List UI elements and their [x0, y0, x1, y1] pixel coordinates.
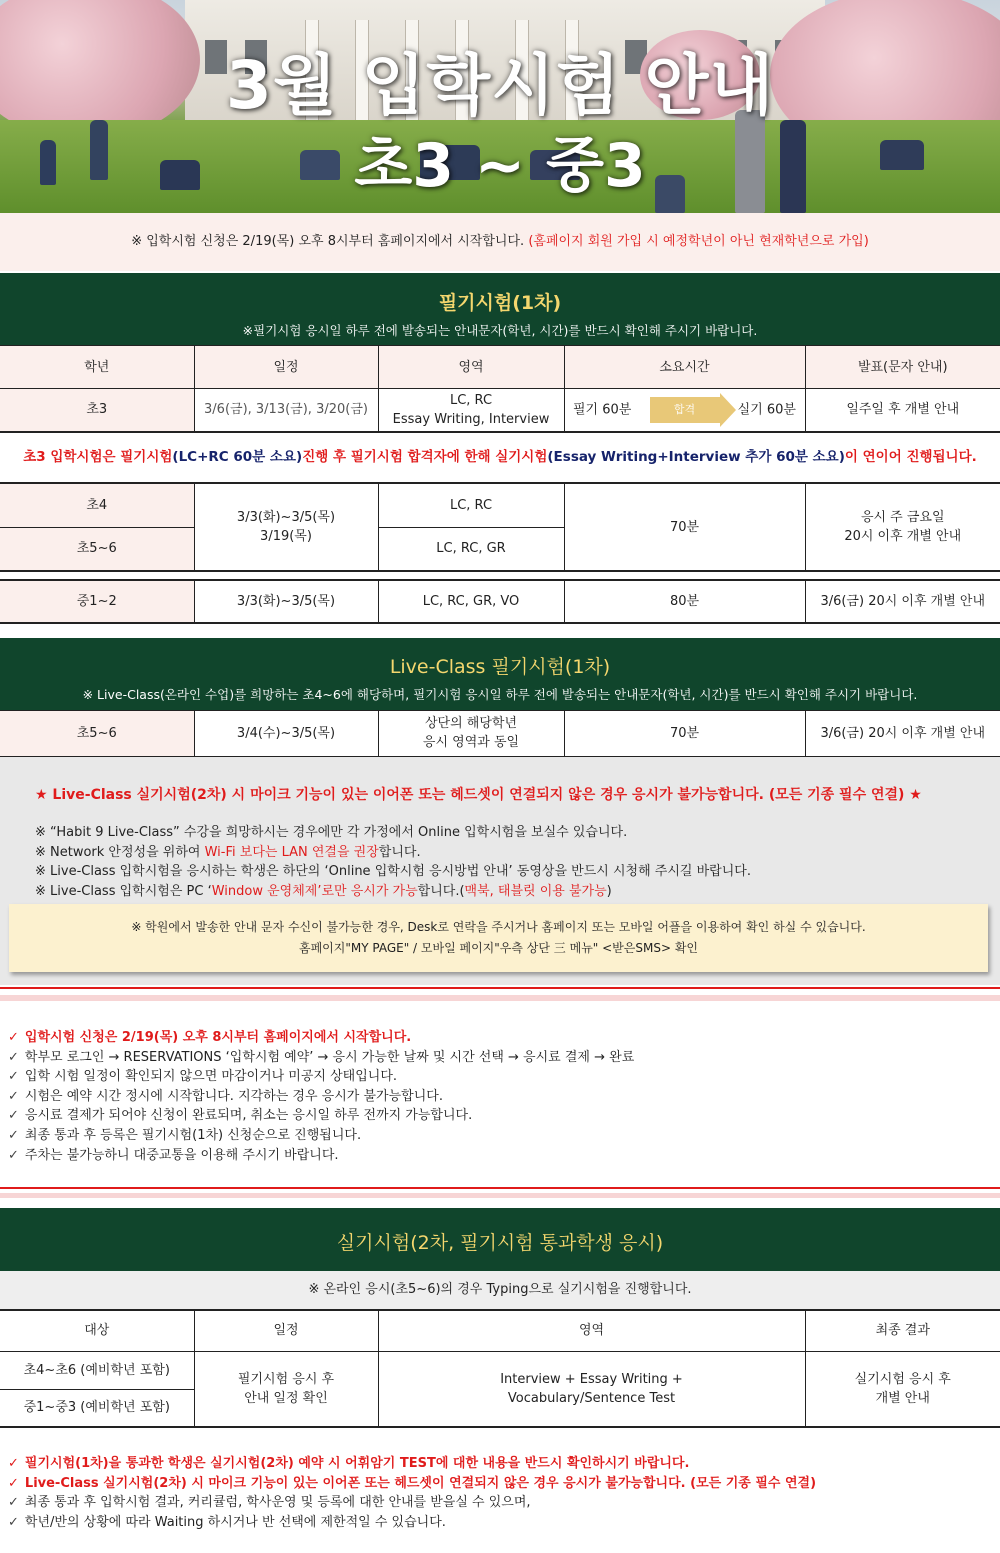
result-e4-6-line1: 응시 주 금요일 — [860, 510, 945, 525]
hero-subtitle: 초3 ~ 중3 — [354, 131, 646, 201]
live-notice-1: ※ “Habit 9 Live-Class” 수강을 희망하시는 경우에만 각 가정에서 Online 입학시험을 보실수 있습니다. — [35, 825, 628, 840]
check-item-text: Live-Class 실기시험(2차) 시 마이크 기능이 있는 이어폰 또는 헤드셋이 연결되지 않은 경우 응시가 불가능합니다. (모든 기종 필수 연결) — [24, 1475, 817, 1491]
live-area-line2: 응시 영역과 동일 — [422, 735, 520, 751]
practical-area-line1: Interview + Essay Writing + — [500, 1371, 683, 1387]
practical-target-e4-6: 초4~초6 (예비학년 포함) — [0, 1351, 194, 1389]
check-item-4 — [8, 1087, 634, 1107]
practical-header-schedule: 일정 — [194, 1310, 378, 1351]
grade-e5-6: 초5~6 — [0, 527, 194, 571]
sms-notice-line1: ※ 학원에서 발송한 안내 문자 수신이 불가능한 경우, Desk로 연락을 주시거나 홈페이지 또는 모바일 어플을 이용하여 확인 하실 수 있습니다. — [131, 920, 866, 934]
e3-note-part4: (Essay Writing+Interview 추가 60분 소요) — [547, 449, 845, 465]
area-e3 — [378, 389, 564, 432]
check-item-text: 입학 시험 일정이 확인되지 않으면 마감이거나 미공지 상태입니다. — [24, 1069, 398, 1085]
grade-e3: 초3 — [0, 389, 194, 432]
check-item-7 — [8, 1146, 634, 1166]
application-checklist — [8, 1028, 634, 1165]
result-m1-2: 3/6(금) 20시 이후 개별 안내 — [805, 580, 1000, 623]
practical-header-result: 최종 결과 — [805, 1310, 1000, 1351]
live-class-notice-box — [0, 757, 1000, 985]
check-item-text: 필기시험(1차)을 통과한 학생은 실기시험(2차) 예약 시 어휘암기 TEST에 대한 내용을 반드시 확인하시기 바랍니다. — [24, 1456, 690, 1471]
check-item-text: 입학시험 신청은 2/19(목) 오후 8시부터 홈페이지에서 시작합니다. — [24, 1030, 412, 1045]
check-item-text: 학부모 로그인 → RESERVATIONS ‘입학시험 예약’ → 응시 가능한 날짜 및 시간 선택 → 응시료 결제 → 완료 — [24, 1049, 635, 1065]
divider-bottom-pink — [0, 1193, 1000, 1198]
written-test-table-e3 — [0, 345, 1000, 433]
live-notice-3: ※ Live-Class 입학시험을 응시하는 학생은 하단의 ‘Online 입학시험 응시방법 안내’ 동영상을 반드시 시청해 주시길 바랍니다. — [35, 864, 751, 879]
header-announcement: 발표(문자 안내) — [805, 346, 1000, 389]
check-icon: ✓ — [8, 1069, 19, 1085]
sms-notice-box — [9, 904, 988, 972]
header-grade: 학년 — [0, 346, 194, 389]
application-notice-red: (홈페이지 회원 가입 시 예정학년이 아닌 현재학년으로 가입) — [528, 234, 869, 249]
grade-m1-2: 중1~2 — [0, 580, 194, 623]
result-e4-6 — [805, 483, 1000, 571]
live-class-warning: ★ Live-Class 실기시험(2차) 시 마이크 기능이 있는 이어폰 또는 헤드셋이 연결되지 않은 경우 응시가 불가능합니다. (모든 기종 필수 연결) ★ — [35, 787, 922, 803]
practical-schedule-line2: 안내 일정 확인 — [244, 1390, 328, 1406]
duration-m1-2: 80분 — [564, 580, 805, 623]
check-item-text: 시험은 예약 시간 정시에 시작합니다. 지각하는 경우 응시가 불가능합니다. — [24, 1088, 443, 1104]
e3-note-part1: 초3 입학시험은 필기시험 — [23, 449, 173, 465]
check-icon: ✓ — [8, 1147, 19, 1163]
schedule-e3: 3/6(금), 3/13(금), 3/20(금) — [194, 389, 378, 432]
practical-result-line2: 개별 안내 — [875, 1390, 930, 1406]
hero-banner — [0, 0, 1000, 213]
live-schedule: 3/4(수)~3/5(목) — [194, 711, 378, 757]
live-class-header — [0, 638, 1000, 710]
live-notice-2c: 합니다. — [378, 844, 421, 860]
live-area-line1: 상단의 해당학년 — [424, 716, 518, 732]
check-item-text: 주차는 불가능하니 대중교통을 이용해 주시기 바랍니다. — [24, 1147, 339, 1163]
live-area — [378, 711, 564, 757]
schedule-e4-6 — [194, 483, 378, 571]
divider-top-pink — [0, 995, 1000, 1001]
check-icon: ✓ — [8, 1030, 19, 1045]
header-duration: 소요시간 — [564, 346, 805, 389]
e3-note-part5: 이 연이어 진행됩니다. — [844, 449, 977, 465]
duration-e3 — [564, 389, 805, 432]
live-notice-4e: ) — [606, 883, 612, 899]
schedule-e4-6-line2: 3/19(목) — [260, 529, 312, 544]
schedule-e4-6-line1: 3/3(화)~3/5(목) — [236, 510, 336, 525]
check-item-text: 최종 통과 후 입학시험 결과, 커리큘럼, 학사운영 및 등록에 대한 안내를 받을실 수 있으며, — [24, 1495, 531, 1511]
divider-top — [0, 987, 1000, 989]
check-icon: ✓ — [8, 1049, 19, 1065]
area-e3-line2: Essay Writing, Interview — [392, 411, 550, 427]
live-class-title: Live-Class 필기시험(1차) — [389, 656, 611, 678]
application-notice-text: ※ 입학시험 신청은 2/19(목) 오후 8시부터 홈페이지에서 시작합니다. — [131, 234, 525, 249]
result-e4-6-line2: 20시 이후 개별 안내 — [844, 529, 962, 544]
practical-schedule — [194, 1351, 378, 1427]
practical-test-title: 실기시험(2차, 필기시험 통과학생 응시) — [336, 1232, 664, 1254]
live-notice-4c: 합니다.( — [417, 883, 465, 899]
practical-check-1 — [8, 1454, 816, 1474]
area-m1-2: LC, RC, GR, VO — [378, 580, 564, 623]
practical-area — [378, 1351, 805, 1427]
check-icon: ✓ — [8, 1108, 19, 1124]
area-e4: LC, RC — [378, 483, 564, 527]
header-area: 영역 — [378, 346, 564, 389]
e3-note-part2: (LC+RC 60분 소요) — [172, 449, 303, 465]
sms-notice-line2: 홈페이지"MY PAGE" / 모바일 페이지"우측 상단 三 메뉴" <받은SMS> 확인 — [298, 941, 699, 955]
check-item-text: 최종 통과 후 등록은 필기시험(1차) 신청순으로 진행됩니다. — [24, 1127, 362, 1143]
written-test-subtitle: ※필기시험 응시일 하루 전에 발송되는 안내문자(학년, 시간)를 반드시 확인해 주시기 바랍니다. — [242, 323, 758, 338]
practical-header-target: 대상 — [0, 1310, 194, 1351]
check-icon: ✓ — [8, 1514, 19, 1530]
live-notice-4b: Window 운영체제’로만 응시가 가능 — [211, 883, 418, 899]
check-item-2 — [8, 1048, 634, 1068]
live-class-notice-list — [35, 823, 751, 901]
duration-practical: 실기 60분 — [737, 402, 796, 418]
practical-test-table — [0, 1309, 1000, 1428]
check-item-5 — [8, 1106, 634, 1126]
written-test-table-middle — [0, 579, 1000, 624]
area-e5-6: LC, RC, GR — [378, 527, 564, 571]
check-item-text: 응시료 결제가 되어야 신청이 완료되며, 취소는 응시일 하루 전까지 가능합니다. — [24, 1108, 473, 1124]
practical-header-area: 영역 — [378, 1310, 805, 1351]
practical-check-4 — [8, 1513, 816, 1533]
e3-note-part3: 진행 후 필기시험 합격자에 한해 실기시험 — [302, 449, 548, 465]
live-grade: 초5~6 — [0, 711, 194, 757]
check-item-1 — [8, 1028, 634, 1048]
written-test-title: 필기시험(1차) — [438, 292, 562, 314]
check-icon: ✓ — [8, 1475, 19, 1491]
practical-check-2 — [8, 1474, 816, 1494]
live-class-table — [0, 710, 1000, 758]
practical-area-line2: Vocabulary/Sentence Test — [507, 1390, 676, 1406]
live-notice-4a: ※ Live-Class 입학시험은 PC ‘ — [35, 883, 212, 899]
practical-target-m1-3: 중1~중3 (예비학년 포함) — [0, 1389, 194, 1427]
practical-test-subtitle: ※ 온라인 응시(초5~6)의 경우 Typing으로 실기시험을 진행합니다. — [0, 1271, 1000, 1309]
practical-schedule-line1: 필기시험 응시 후 — [237, 1371, 335, 1387]
live-notice-2a: ※ Network 안정성을 위하여 — [35, 844, 205, 860]
divider-bottom — [0, 1187, 1000, 1189]
pass-arrow-icon — [650, 397, 720, 423]
header-schedule: 일정 — [194, 346, 378, 389]
practical-test-header — [0, 1208, 1000, 1271]
grade-e4: 초4 — [0, 483, 194, 527]
application-notice — [0, 213, 1000, 271]
live-result: 3/6(금) 20시 이후 개별 안내 — [805, 711, 1000, 757]
schedule-m1-2: 3/3(화)~3/5(목) — [194, 580, 378, 623]
check-item-text: 학년/반의 상황에 따라 Waiting 하시거나 반 선택에 제한적일 수 있습니다. — [24, 1514, 446, 1530]
check-icon: ✓ — [8, 1456, 19, 1471]
check-icon: ✓ — [8, 1088, 19, 1104]
check-icon: ✓ — [8, 1127, 19, 1143]
check-item-6 — [8, 1126, 634, 1146]
live-notice-2 — [35, 843, 751, 863]
e3-note — [0, 445, 1000, 465]
check-icon: ✓ — [8, 1495, 19, 1511]
live-notice-4 — [35, 882, 751, 902]
duration-written: 필기 60분 — [573, 402, 632, 418]
area-e3-line1: LC, RC — [449, 392, 493, 408]
practical-checklist — [8, 1454, 816, 1532]
result-e3: 일주일 후 개별 안내 — [805, 389, 1000, 432]
duration-e4-6: 70분 — [564, 483, 805, 571]
practical-result-line1: 실기시험 응시 후 — [854, 1371, 951, 1387]
live-duration: 70분 — [564, 711, 805, 757]
hero-title: 3월 입학시험 안내 — [225, 47, 775, 124]
check-item-3 — [8, 1067, 634, 1087]
written-test-table-e4-6 — [0, 482, 1000, 572]
live-notice-4d: 맥북, 태블릿 이용 불가능 — [464, 883, 607, 899]
live-class-subtitle: ※ Live-Class(온라인 수업)를 희망하는 초4~6에 해당하며, 필기시험 응시일 하루 전에 발송되는 안내문자(학년, 시간)를 반드시 확인해 주시기 바랍니다. — [82, 687, 918, 702]
written-test-header — [0, 273, 1000, 345]
practical-check-3 — [8, 1493, 816, 1513]
live-notice-2b: Wi-Fi 보다는 LAN 연결을 권장 — [204, 844, 379, 860]
pass-label: 합격 — [673, 402, 696, 416]
practical-result — [805, 1351, 1000, 1427]
